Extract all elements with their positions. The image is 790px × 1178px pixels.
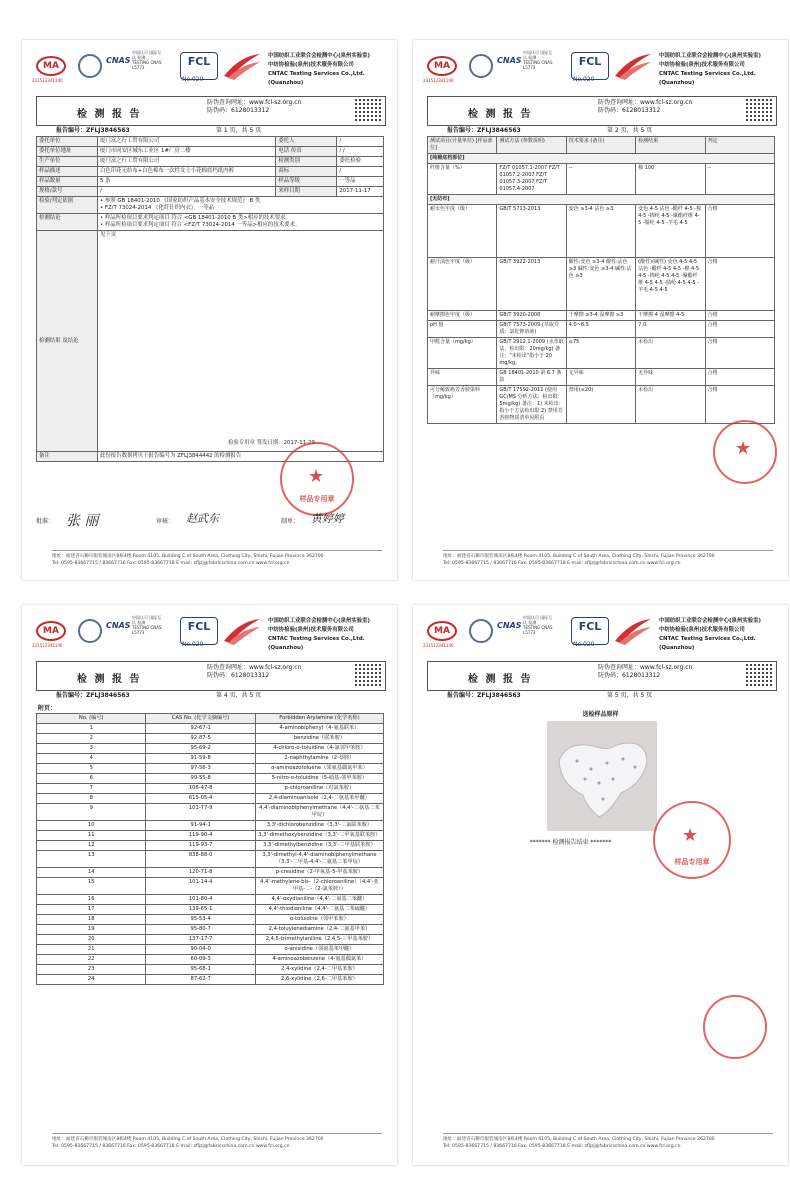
page-number: 第 5 页，共 5 页 [607, 692, 653, 699]
sign-date: 检验专用章 签发日期：2017-11-29 [228, 440, 315, 446]
verify-info: 防伪查询网址：www.fcl-sz.org.cn 防伪码：6128013312 [598, 664, 693, 679]
title-box [427, 96, 777, 126]
ma-number: 231512341140 [32, 643, 63, 648]
org-name: 中国纺织工业联合会检测中心(泉州实验室) 中纺协检验(泉州)技术服务有限公司 CNTAC Testing Services Co.,Ltd.(Quanzhou) [268, 618, 370, 651]
verify-info: 防伪查询网址：www.fcl-sz.org.cn 防伪码：6128013312 [598, 99, 693, 114]
table-row: 甲醛含量（mg/kg） GB/T 2912.1-2009 (水萃取法，检出限：20mg/kg) 备注："未检出"指小于 20 mg/kg。 ≤75 未检出 合格 [428, 338, 775, 369]
info-row: 样品描述 白色印花无纺布+白色棉布一次性女士小花棉底档纸内裤 商标 / [37, 167, 384, 177]
table-row: 7 106-47-8 p-chloroaniline（对氯苯胺） [37, 784, 384, 794]
note-row: 备注 此份报告数据拷贝于报告编号为 ZFLJ3844442 的检测报告 [37, 452, 384, 462]
cnas-logo: CNAS [497, 621, 522, 630]
table-row: 12 119-93-7 3,3'-dimethylbenzidine（3,3'-二甲基联苯胺） [37, 841, 384, 851]
column-header: Forbidden Arylamine (化学名称) [255, 714, 383, 724]
table-row: 19 95-80-7 2,4-toluylenediamine（2,4-二氨基甲苯） [37, 925, 384, 935]
table-row: 纤维含量（%） FZ/T 01057.1-2007 FZ/T 01057.2-2007 FZ/T 01057.3-2007 FZ/T 01057.4-2007 -- 棉 100 -- [428, 164, 775, 195]
table-row: 14 120-71-8 p-cresidine（2-甲氧基-5-甲基苯胺） [37, 868, 384, 878]
client-info-table [36, 136, 384, 462]
fcl-logo: FCL [571, 617, 609, 645]
table-row: 13 838-88-0 3,3'-dimethyl-4,4'-diaminobiphenylmethane（3,3'-二甲基-4,4'-二氨基二苯甲烷） [37, 851, 384, 868]
conclusion-row: 检测结论 • 样品所检项目要求判定项目 符合 <GB 18401-2010 B 类>相应的技术要求。 • 样品所检项目要求判定项目 符合 <FZ/T 73024-2014 一等品>相应的技术要求。 [37, 214, 384, 231]
table-row: 1 92-67-1 4-aminobiphenyl（4-氨基联苯） [37, 724, 384, 734]
sample-photo [547, 721, 657, 831]
column-header: No. (编号) [37, 714, 146, 724]
page-footer: 地址：福建省石狮市服装城南区8栋4楼 Room 4105, Building C of South Area, Clothing City, Shishi, Fujian Province 362700 Tel: 0595-83667715 / 83667716 Fax: 0595-83667718 E-mail: zfljzj@fabricschina.com.cn www.fcl.org.cn [52, 1133, 382, 1150]
verify-info: 防伪查询网址：www.fcl-sz.org.cn 防伪码：6128013312 [207, 664, 302, 679]
column-header: CAS No. (化学文摘编号) [146, 714, 255, 724]
ma-logo: MA [427, 56, 457, 76]
report-title: 检 测 报 告 [77, 109, 142, 120]
report-number: 报告编号：ZFLJ3846563 [447, 692, 521, 699]
table-row: 16 101-80-4 4,4'-oxydianiline（4,4'-二氨基二苯醚） [37, 895, 384, 905]
column-header: 测试项目(计量单位) [样品部位] [428, 137, 497, 154]
report-title: 检 测 报 告 [468, 109, 533, 120]
attachment-label: 附页： [38, 705, 57, 712]
report-title: 检 测 报 告 [468, 674, 533, 685]
report-header [32, 48, 387, 92]
report-page-1: MA 231512341140 CNAS 中国认可 国际互认 检测 TESTING CNAS L5773 FCL No.020 中国纺织工业联合会检测中心(泉州实验室) 中纺协检验(泉州)技术服务有限公司 CNTAC Testing Services Co.,Ltd.(Quanzhou) 检 测 报 告 防伪查询网址：www.fcl-sz.org.cn 防伪码：6128013312 报告编号：ZFLJ3846563 第 1 页，共 5 页 委托单位 厦门富之行工贸有限公司 委托人 / 委托单位地址 厦门市同安区城东工业区 1#厂房二楼 电话 传真 / / 生产单位 厦门富之行工贸有限公司 检测类别 委托检验 样品描述 白色印花无纺布+白色棉布一次性女士小花棉底档纸内裤 商标 / 样品数量 5 条 样品等级 一等品 规格/款号 / 来样日期 2017-11-17 检验/判定依据 • 参照 GB 18401-2010 《国家纺织产品基本安全技术规范》 B 类 • FZ/T 73024-2014 《化纤针织内衣》 一等品 检测结论 • 样品所检项目要求判定项目 符合 <GB 18401-2010 B 类>相应的技术要求。 • 样品所检项目要求判定项目 符合 <FZ/T 73024-2014 一等品>相应的技术要求。 检测结果 及结论 见下页 检验专用章 签发日期：2017-11-29 备注 此份报告数据拷贝于报告编号为 ZFLJ3844442 的检测报告 ★ 样品专用章 批准： 张 丽 审核： 赵武东 制单： 黄婷婷 地址：福建省石狮市服装城南区8栋4楼 Room 4105, Building C of South Area, Clothing City, Shishi, Fujian Province 362700 Tel: 0595-83667715 / 83667716 Fax: 0595-83667718 E-mail: zfljzj@fabricschina.com.cn www.fcl.org.cn [22, 40, 397, 580]
ilac-icon [78, 54, 102, 78]
report-number-row [427, 690, 775, 700]
table-row: 23 95-68-1 2,4-xylidine（2,4-二甲基苯胺） [37, 965, 384, 975]
table-row: 10 91-94-1 3,3'-dichlorobenzidine（3,3'-二氯联苯胺） [37, 821, 384, 831]
ilac-icon [469, 54, 493, 78]
official-stamp: ★ 样品专用章 [653, 801, 731, 879]
org-name: 中国纺织工业联合会检测中心(泉州实验室) 中纺协检验(泉州)技术服务有限公司 CNTAC Testing Services Co.,Ltd.(Quanzhou) [268, 53, 370, 86]
report-number-row [36, 125, 384, 135]
table-row: 耐水色牢度（级） GB/T 5713-2013 变色 ≥3-4 沾色 ≥3 变色 4-5 沾色 -醋纤 4-5 -棉 4-5 -锦纶 4-5 -聚酯纤维 4-5 -腈纶 4-5 -羊毛 4-5 合格 [428, 205, 775, 258]
report-number: 报告编号：ZFLJ3846563 [56, 127, 130, 134]
report-page-4 [22, 605, 397, 1165]
page-number: 第 1 页，共 5 页 [216, 127, 262, 134]
report-number: 报告编号：ZFLJ3846563 [56, 692, 130, 699]
ma-number: 231512341140 [423, 78, 454, 83]
approve-signature: 张 丽 [66, 513, 99, 529]
column-header: 技术要求 (备注) [566, 137, 635, 154]
org-name: 中国纺织工业联合会检测中心(泉州实验室) 中纺协检验(泉州)技术服务有限公司 CNTAC Testing Services Co.,Ltd.(Quanzhou) [659, 618, 761, 651]
swoosh-icon [222, 615, 262, 645]
info-row: 委托单位地址 厦门市同安区城东工业区 1#厂房二楼 电话 传真 / / [37, 147, 384, 157]
report-page-2 [413, 40, 788, 580]
table-row: 17 139-65-1 4,4'-thiodianiline（4,4'-二氨基二苯硫醚） [37, 905, 384, 915]
ma-number: 231512341140 [423, 643, 454, 648]
table-row: 18 95-53-4 o-toluidine（邻甲苯胺） [37, 915, 384, 925]
ma-logo: MA [427, 621, 457, 641]
table-row: 9 101-77-9 4,4'-diaminobiphenylmethane（4,4'-二氨基二苯甲烷） [37, 804, 384, 821]
review-signature: 赵武东 [186, 512, 219, 525]
ma-logo: MA [36, 621, 66, 641]
swoosh-icon [613, 615, 653, 645]
info-row: 生产单位 厦门富之行工贸有限公司 检测类别 委托检验 [37, 157, 384, 167]
title-box [36, 96, 386, 126]
results-row: 检测结果 及结论 见下页 检验专用章 签发日期：2017-11-29 [37, 231, 384, 452]
report-header [32, 613, 387, 657]
swoosh-icon [613, 50, 653, 80]
edge-stamp [703, 995, 767, 1059]
table-row: [无纺布] [428, 195, 775, 205]
column-header: 检测结果 [636, 137, 705, 154]
report-number-row [427, 125, 775, 135]
report-page-5 [413, 605, 788, 1165]
page-footer: 地址：福建省石狮市服装城南区8栋4楼 Room 4105, Building C of South Area, Clothing City, Shishi, Fujian Province 362700 Tel: 0595-83667715 / 83667716 Fax: 0595-83667718 E-mail: zfljzj@fabricschina.com.cn www.fcl.org.cn [443, 550, 773, 567]
table-row: 异味 GB 18401-2010 第 6.7 条款 无异味 无异味 合格 [428, 369, 775, 386]
table-row: 5 97-56-3 o-aminoazotoluene（邻氨基偶氮甲苯） [37, 764, 384, 774]
report-header [423, 48, 778, 92]
swoosh-icon [222, 50, 262, 80]
table-row: 可分解致癌芳香胺染料（mg/kg） GB/T 17592-2011 (使用 GC/MS 分析方法；检出限：5mg/kg) 备注：1) 未检出：指小于方法检出限 2) 禁用芳香胺物质清单见附页 禁用(≤20) 未检出 合格 [428, 386, 775, 424]
report-title: 检 测 报 告 [77, 674, 142, 685]
fcl-number: No.020 [573, 641, 595, 648]
test-results-header [428, 137, 775, 154]
table-row: [纯棉底档部位] [428, 154, 775, 164]
page-footer: 地址：福建省石狮市服装城南区8栋4楼 Room 4105, Building C of South Area, Clothing City, Shishi, Fujian Province 362700 Tel: 0595-83667715 / 83667716 Fax: 0595-83667718 E-mail: zfljzj@fabricschina.com.cn www.fcl.org.cn [52, 550, 382, 567]
table-row: 24 87-62-7 2,6-xylidine（2,6-二甲基苯胺） [37, 975, 384, 985]
test-results-table [427, 136, 775, 424]
qr-code-icon [355, 97, 381, 123]
table-row: 20 137-17-7 2,4,5-trimethylaniline（2,4,5-三甲基苯胺） [37, 935, 384, 945]
arylamine-table [36, 713, 384, 985]
fcl-logo: FCL [180, 52, 218, 80]
report-header [423, 613, 778, 657]
official-stamp: ★ 样品专用章 [280, 442, 354, 516]
cnas-sub: 中国认可 国际互认 检测 TESTING CNAS L5773 [132, 50, 162, 70]
report-number-row [36, 690, 384, 700]
arylamine-header [37, 714, 384, 724]
table-row: 22 60-09-3 4-aminoazobenzene（4-氨基偶氮苯） [37, 955, 384, 965]
fcl-number: No.020 [182, 76, 204, 83]
column-header: 判定 [705, 137, 774, 154]
column-header: 测试方法 (参数说明) [497, 137, 566, 154]
fcl-logo: FCL [180, 617, 218, 645]
ilac-icon [469, 619, 493, 643]
title-box [36, 661, 386, 691]
table-row: 2 92-87-5 benzidine（联苯胺） [37, 734, 384, 744]
ilac-icon [78, 619, 102, 643]
official-stamp: ★ [713, 420, 777, 484]
table-row: 6 99-55-8 5-nitro-o-toluidine（5-硝基-邻甲苯胺） [37, 774, 384, 784]
fcl-number: No.020 [573, 76, 595, 83]
table-row: 耐汗渍色牢度（级） GB/T 3922-2013 酸性:变色 ≥3-4 酸性:沾色 ≥3 碱性:变色 ≥3-4 碱性:沾色 ≥3 (酸性)(碱性) 变色 4-5 4-5 沾色 -醋纤 4-5 4-5 -棉 4-5 4-5 -锦纶 4-5 4-5 -聚酯纤维 4-5 4-5 -腈纶 4-5 4-5 -羊毛 4-5 4-5 合格 [428, 258, 775, 311]
photo-title: 送检样品原样 [582, 711, 619, 718]
org-name: 中国纺织工业联合会检测中心(泉州实验室) 中纺协检验(泉州)技术服务有限公司 CNTAC Testing Services Co.,Ltd.(Quanzhou) [659, 53, 761, 86]
table-row: 11 119-90-4 3,3'-dimethoxybenzidine（3,3'-二甲氧基联苯胺） [37, 831, 384, 841]
fcl-logo: FCL [571, 52, 609, 80]
page-number: 第 2 页，共 5 页 [607, 127, 653, 134]
info-row: 样品数量 5 条 样品等级 一等品 [37, 177, 384, 187]
page-footer: 地址：福建省石狮市服装城南区8栋4楼 Room 4105, Building C of South Area, Clothing City, Shishi, Fujian Province 362700 Tel: 0595-83667715 / 83667716 Fax: 0595-83667718 E-mail: zfljzj@fabricschina.com.cn www.fcl.org.cn [443, 1133, 773, 1150]
ma-logo: MA [36, 56, 66, 76]
table-row: pH 值 GB/T 7573-2009 (萃取介质：氯化钾溶液) 4.0~8.5 7.0 合格 [428, 321, 775, 338]
report-number: 报告编号：ZFLJ3846563 [447, 127, 521, 134]
qr-code-icon [355, 662, 381, 688]
info-row: 委托单位 厦门富之行工贸有限公司 委托人 / [37, 137, 384, 147]
table-row: 4 91-59-8 2-naphthylamine（2-萘胺） [37, 754, 384, 764]
qr-code-icon [746, 97, 772, 123]
fcl-number: No.020 [182, 641, 204, 648]
qr-code-icon [746, 662, 772, 688]
info-row: 规格/款号 / 来样日期 2017-11-17 [37, 187, 384, 197]
table-row: 8 615-05-4 2,4-diaminoanisole（2,4-二氨基苯甲醚） [37, 794, 384, 804]
ma-number: 231512341140 [32, 78, 63, 83]
table-row: 耐摩擦色牢度（级） GB/T 3920-2008 干摩擦 ≥3-4 湿摩擦 ≥3 干摩擦 4 湿摩擦 4-5 合格 [428, 311, 775, 321]
cnas-sub: 中国认可 国际互认 检测 TESTING CNAS L5773 [523, 50, 553, 70]
table-row: 15 101-14-4 4,4'-methylene-bis-（2-chloroaniline）（4,4'-亚甲基-二-（2-氯苯胺）） [37, 878, 384, 895]
cnas-sub: 中国认可 国际互认 检测 TESTING CNAS L5773 [132, 615, 162, 635]
verify-info: 防伪查询网址：www.fcl-sz.org.cn 防伪码：6128013312 [207, 99, 302, 114]
cnas-sub: 中国认可 国际互认 检测 TESTING CNAS L5773 [523, 615, 553, 635]
report-end: ******* 检测报告结束 ******* [529, 839, 612, 846]
cnas-logo: CNAS [106, 56, 131, 65]
make-signature: 黄婷婷 [311, 512, 344, 525]
table-row: 21 90-04-0 o-anisidine（邻氨基苯甲醚） [37, 945, 384, 955]
cnas-logo: CNAS [497, 56, 522, 65]
title-box [427, 661, 777, 691]
basis-row: 检验/判定依据 • 参照 GB 18401-2010 《国家纺织产品基本安全技术规范》 B 类 • FZ/T 73024-2014 《化纤针织内衣》 一等品 [37, 197, 384, 214]
cnas-logo: CNAS [106, 621, 131, 630]
page-number: 第 4 页，共 5 页 [216, 692, 262, 699]
table-row: 3 95-69-2 4-chloro-o-toluidine（4-氯邻甲苯胺） [37, 744, 384, 754]
